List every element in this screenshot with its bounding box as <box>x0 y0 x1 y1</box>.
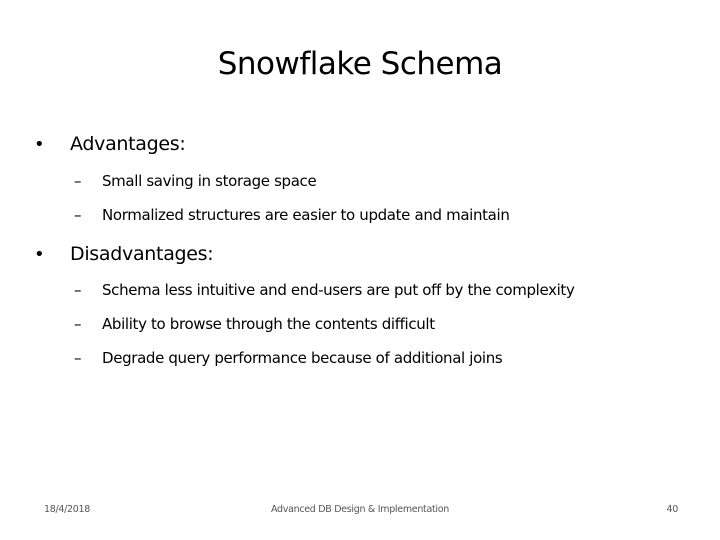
sub-bullet <box>74 204 510 226</box>
bullet-heading: Disadvantages: <box>70 243 214 265</box>
footer-page-number: 40 <box>666 504 678 515</box>
bullet-icon: • <box>34 244 45 265</box>
sub-bullet <box>74 279 575 301</box>
bullet-icon: • <box>34 134 45 155</box>
sub-bullet-text: Normalized structures are easier to update and maintain <box>102 206 510 224</box>
sub-bullet <box>74 347 502 369</box>
sub-bullet-text: Small saving in storage space <box>102 172 317 190</box>
sub-bullet <box>74 170 316 192</box>
sub-bullet-text: Ability to browse through the contents difficult <box>102 315 435 333</box>
footer-course-title: Advanced DB Design & Implementation <box>271 504 449 515</box>
sub-bullet <box>74 313 435 335</box>
sub-bullet-text: Degrade query performance because of additional joins <box>102 349 503 367</box>
dash-icon: – <box>74 315 82 333</box>
dash-icon: – <box>74 172 82 190</box>
dash-icon: – <box>74 206 82 224</box>
slide-title: Snowflake Schema <box>217 46 503 82</box>
bullet-disadvantages <box>34 240 213 269</box>
bullet-heading: Advantages: <box>70 133 186 155</box>
dash-icon: – <box>74 281 82 299</box>
dash-icon: – <box>74 349 82 367</box>
footer-date: 18/4/2018 <box>44 504 91 515</box>
sub-bullet-text: Schema less intuitive and end-users are put off by the complexity <box>102 281 575 299</box>
bullet-advantages <box>34 130 186 159</box>
